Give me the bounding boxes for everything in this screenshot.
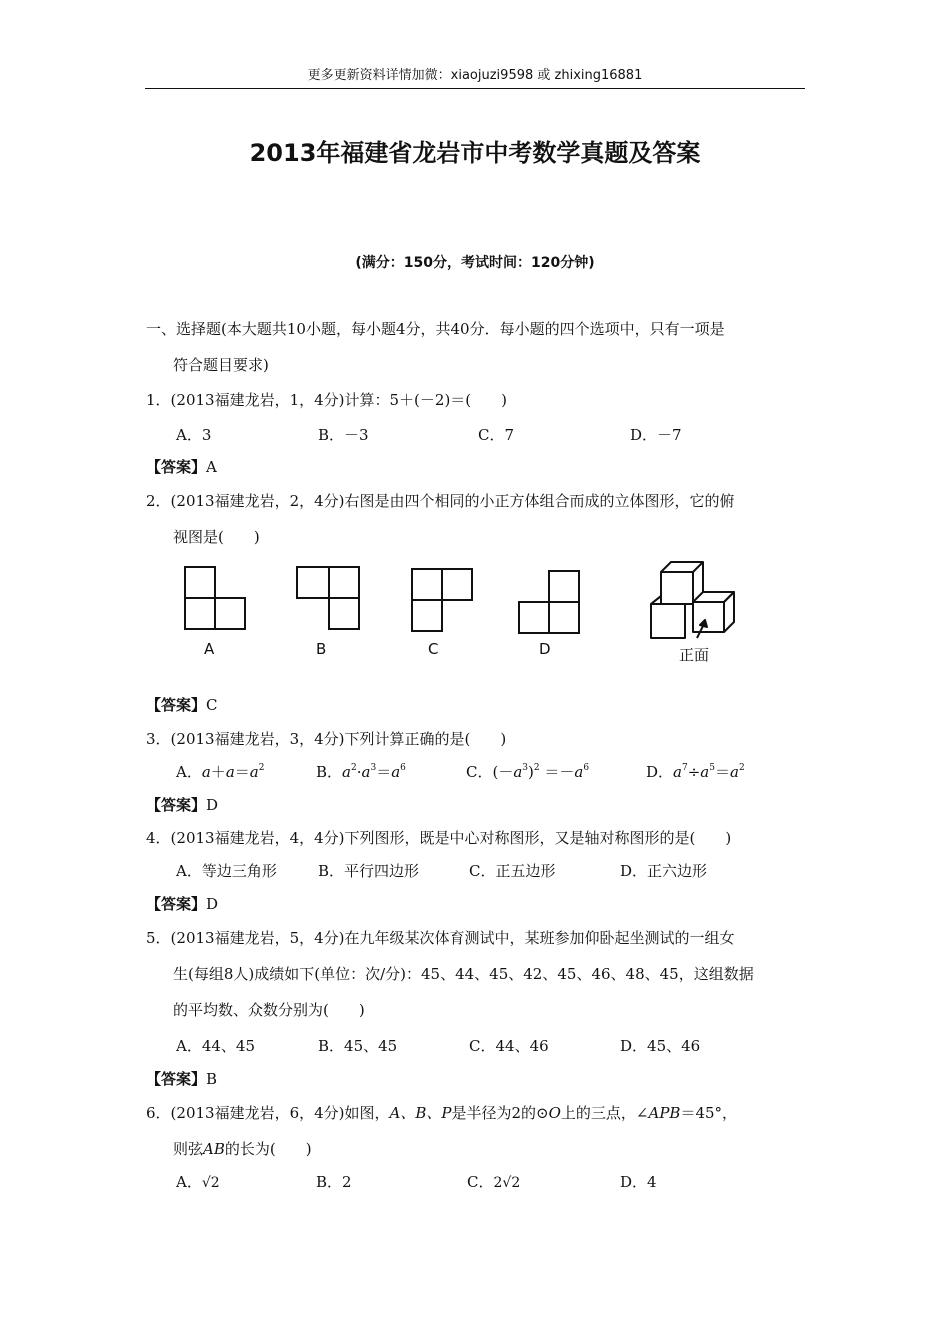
- q6-option-c: C．2√2: [467, 1173, 521, 1191]
- q2-figure-d: [513, 567, 585, 637]
- q5-option-a: A．44、45: [176, 1037, 256, 1055]
- answer-label: 【答案】: [146, 796, 207, 814]
- q2-cube-solid-figure: [645, 558, 745, 642]
- q1-answer: [146, 456, 217, 477]
- q3-answer: [146, 794, 218, 815]
- q5-option-c: C．44、46: [469, 1037, 549, 1055]
- q2-front-label: 正面: [679, 646, 710, 664]
- q4-option-a: A．等边三角形: [176, 862, 277, 880]
- q2-figure-c: [407, 565, 477, 635]
- answer-value: C: [206, 696, 218, 714]
- answer-label: 【答案】: [146, 1070, 207, 1088]
- answer-label: 【答案】: [146, 895, 207, 913]
- q6-option-d: D．4: [620, 1173, 657, 1191]
- q3-option-b: B．$a^2\cdot a^3=a^6$: [316, 763, 406, 781]
- q2-answer: [146, 694, 218, 715]
- q3-option-d: D．$a^7\div a^5=a^2$: [646, 763, 745, 781]
- q5-stem-line2: 生(每组8人)成绩如下(单位：次/分)：45、44、45、42、45、46、48、45，这组数据: [173, 965, 754, 983]
- q2-figure-a: [180, 563, 250, 633]
- q6-stem-line2: 则弦AB的长为( ): [173, 1140, 312, 1158]
- answer-value: D: [206, 796, 219, 814]
- q1-option-a: A．3: [176, 426, 212, 444]
- q6-option-a: A．√2: [176, 1173, 220, 1191]
- q2-figure-b-label: B: [316, 640, 327, 658]
- q4-option-b: B．平行四边形: [318, 862, 420, 880]
- q2-figure-c-label: C: [428, 640, 439, 658]
- q4-option-d: D．正六边形: [620, 862, 708, 880]
- q4-stem: 4．(2013福建龙岩，4，4分)下列图形，既是中心对称图形，又是轴对称图形的是( ): [146, 829, 732, 847]
- q4-answer: [146, 893, 218, 914]
- page-title: 2013年福建省龙岩市中考数学真题及答案: [249, 139, 701, 167]
- q6-stem-line1: 6．(2013福建龙岩，6，4分)如图，A、B、P是半径为2的⊙O上的三点，∠APB＝45°，: [146, 1104, 738, 1122]
- q1-option-c: C．7: [478, 426, 515, 444]
- section-heading-line1: 一、选择题(本大题共10小题，每小题4分，共40分．每小题的四个选项中，只有一项是: [146, 320, 725, 338]
- q5-option-b: B．45、45: [318, 1037, 398, 1055]
- header-note: 更多更新资料详情加微：xiaojuzi9598 或 zhixing16881: [307, 68, 643, 83]
- q5-stem-line3: 的平均数、众数分别为( ): [173, 1001, 365, 1019]
- q3-option-c: C．$(-a^3)^2 =-a^6$: [466, 763, 590, 781]
- q2-stem-line2: 视图是( ): [173, 528, 260, 546]
- answer-value: D: [206, 895, 219, 913]
- header-rule: [145, 88, 805, 89]
- q2-stem-line1: 2．(2013福建龙岩，2，4分)右图是由四个相同的小正方体组合而成的立体图形，它的俯: [146, 492, 735, 510]
- q2-figure-d-label: D: [539, 640, 551, 658]
- answer-label: 【答案】: [146, 696, 207, 714]
- q6-option-b: B．2: [316, 1173, 352, 1191]
- q4-option-c: C．正五边形: [469, 862, 556, 880]
- answer-value: A: [206, 458, 217, 476]
- section-heading-line2: 符合题目要求): [173, 356, 269, 374]
- answer-label: 【答案】: [146, 458, 207, 476]
- q1-stem: 1．(2013福建龙岩，1，4分)计算：5＋(－2)＝( ): [146, 391, 508, 409]
- q1-option-d: D．－7: [630, 426, 682, 444]
- answer-value: B: [206, 1070, 218, 1088]
- q5-answer: [146, 1068, 217, 1089]
- q3-option-a: A．$a+a=a^2$: [176, 763, 265, 781]
- exam-info: (满分：150分，考试时间：120分钟): [355, 255, 595, 271]
- q2-figure-a-label: A: [204, 640, 215, 658]
- q3-stem: 3．(2013福建龙岩，3，4分)下列计算正确的是( ): [146, 730, 507, 748]
- q5-stem-line1: 5．(2013福建龙岩，5，4分)在九年级某次体育测试中，某班参加仰卧起坐测试的一组女: [146, 929, 735, 947]
- q1-option-b: B．－3: [318, 426, 369, 444]
- q5-option-d: D．45、46: [620, 1037, 701, 1055]
- q2-figure-b: [293, 563, 363, 633]
